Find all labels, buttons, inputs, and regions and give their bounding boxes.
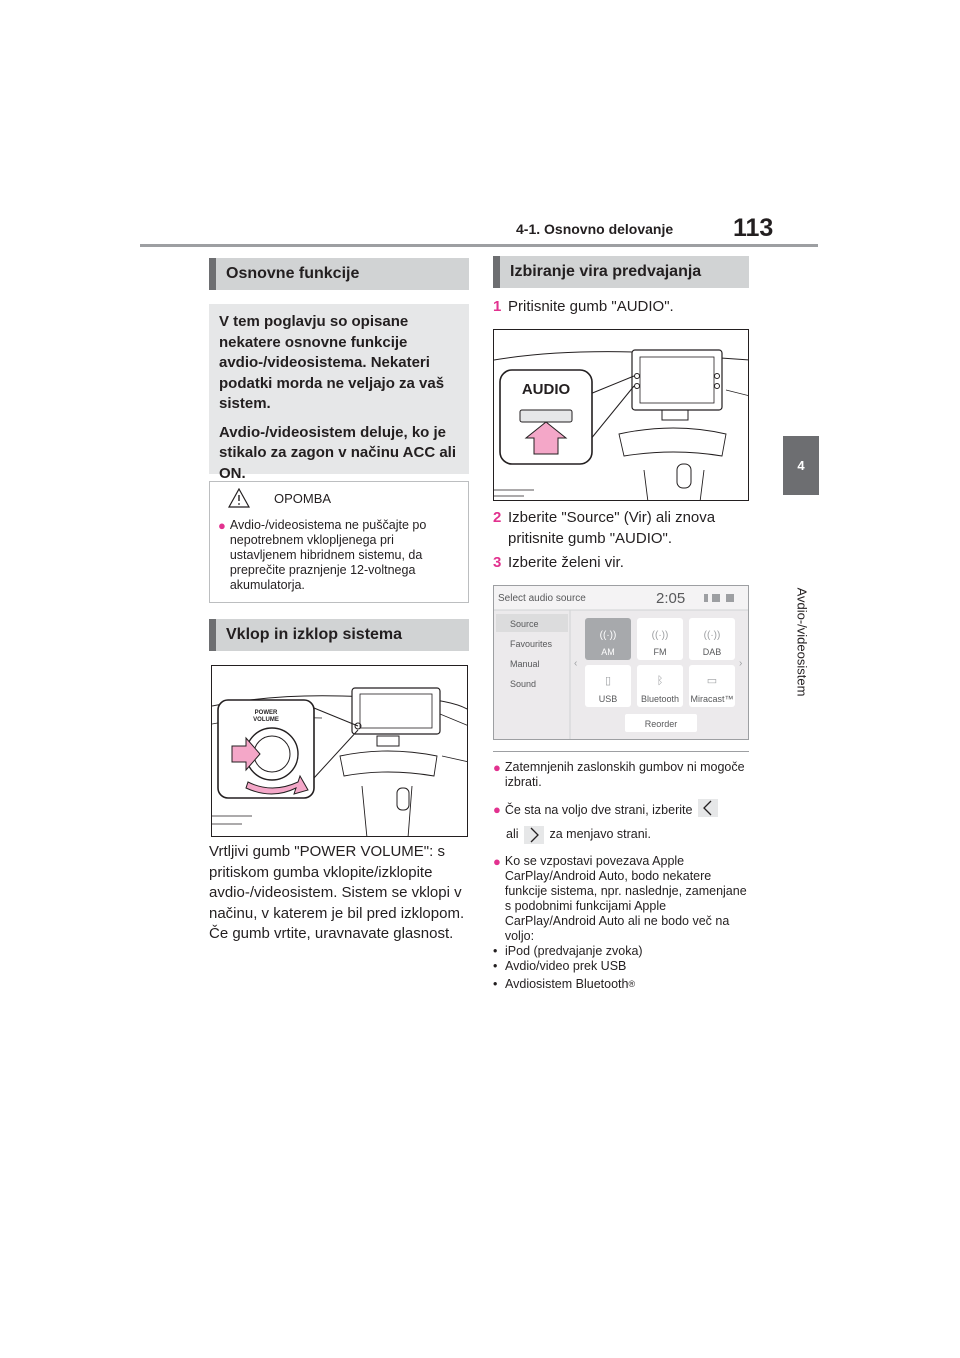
list-item-text: Avdio/video prek USB	[505, 959, 627, 973]
step-2	[493, 508, 749, 549]
bullet-icon: ●	[493, 802, 501, 817]
note-text: za menjavo strani.	[549, 827, 651, 841]
step-1	[493, 297, 749, 318]
power-volume-illustration	[211, 665, 468, 837]
step-number: 1	[493, 298, 502, 315]
menu-item-favourites[interactable]: Favourites	[510, 639, 553, 649]
menu-item-source[interactable]: Source	[510, 619, 539, 629]
svg-text:((·)): ((·))	[599, 630, 617, 641]
note-item	[493, 854, 751, 944]
svg-text:((·)): ((·))	[703, 630, 721, 641]
svg-text:▯: ▯	[604, 675, 612, 687]
list-item: • iPod (predvajanje zvoka)	[493, 944, 643, 958]
note-text: Avdio-/videosistema ne puščajte po nepotrebnem vklopljenega pri ustavljenem hibridnem sistemu, da preprečite praznjenje 12-voltnega akumulatorja.	[229, 518, 427, 592]
intro-box	[209, 304, 469, 482]
note-box	[209, 481, 469, 603]
step-number: 2	[493, 509, 502, 526]
section-title-power: Vklop in izklop sistema	[209, 619, 469, 651]
note-item	[493, 799, 751, 845]
screen-clock: 2:05	[656, 590, 686, 607]
chapter-tab: 4	[783, 436, 819, 495]
step-text: Pritisnite gumb "AUDIO".	[508, 298, 674, 315]
svg-text:›: ›	[739, 658, 743, 669]
intro-paragraph: Avdio-/videosistem deluje, ko je stikalo za zagon v načinu ACC ali ON.	[219, 423, 456, 482]
chapter-label: Avdio-/videosistem	[794, 587, 810, 697]
note-title: OPOMBA	[274, 490, 332, 506]
note-item	[218, 518, 460, 593]
warning-icon	[228, 488, 250, 508]
note-text: Če sta na voljo dve strani, izberite	[504, 803, 693, 817]
tile-dab[interactable]: DAB	[702, 647, 722, 657]
bullet-icon: ●	[493, 854, 501, 869]
note-header	[218, 488, 460, 508]
divider	[493, 751, 749, 752]
step-text: Izberite želeni vir.	[508, 554, 624, 571]
list-item-text: iPod (predvajanje zvoka)	[505, 944, 643, 958]
list-item: • Avdio/video prek USB	[493, 959, 627, 973]
svg-text:ᛒ: ᛒ	[656, 675, 664, 687]
section-title-basic-functions: Osnovne funkcije	[209, 258, 469, 290]
power-body-text: Vrtljivi gumb "POWER VOLUME": s pritiskom gumba vklopite/izklopite avdio-/videosistem. Sistem se vklopi v načinu, v katerem je bil pred izklopom. Če gumb vrtite, uravnavate glasnost.	[209, 843, 465, 942]
reorder-button[interactable]: Reorder	[644, 719, 678, 729]
chevron-right-icon	[524, 826, 544, 844]
menu-item-manual[interactable]: Manual	[510, 659, 540, 669]
section-title-source: Izbiranje vira predvajanja	[493, 256, 749, 288]
step-text: Izberite "Source" (Vir) ali znova pritisnite gumb "AUDIO".	[508, 509, 716, 547]
section-heading: 4-1. Osnovno delovanje	[516, 221, 674, 237]
audio-label: AUDIO	[521, 381, 571, 398]
source-screen-drawing	[494, 586, 749, 740]
step-number: 3	[493, 554, 502, 571]
note-line	[493, 823, 751, 845]
notes-list	[493, 760, 751, 992]
dashboard-drawing	[212, 666, 468, 837]
menu-item-sound[interactable]: Sound	[510, 679, 537, 689]
note-text: Ko se vzpostavi povezava Apple CarPlay/Android Auto, bodo nekatere funkcije sistema, npr. naslednje, zamenjane s podobnimi funkcijami Apple CarPlay/Android Auto ali ne bodo več na voljo:	[504, 854, 747, 943]
page-number: 113	[733, 214, 774, 242]
bullet-icon: ●	[218, 518, 226, 533]
knob-label: POWER	[254, 710, 278, 716]
tile-bluetooth[interactable]: Bluetooth	[640, 694, 680, 704]
intro-paragraph: V tem poglavju so opisane nekatere osnovne funkcije avdio-/videosistema. Nekateri podatki morda ne veljajo za vaš sistem.	[219, 313, 445, 412]
tile-am[interactable]: AM	[601, 647, 615, 657]
screen-title: Select audio source	[498, 593, 586, 604]
knob-label: VOLUME	[253, 717, 279, 723]
svg-text:‹: ‹	[574, 658, 578, 669]
chevron-left-icon	[698, 799, 718, 817]
source-screen	[493, 585, 749, 740]
note-item	[493, 760, 751, 790]
list-item: • Avdiosistem Bluetooth ®	[493, 977, 636, 991]
note-text: Zatemnjenih zaslonskih gumbov ni mogoče izbrati.	[504, 760, 745, 789]
note-text: ali	[506, 827, 519, 841]
tile-miracast[interactable]: Miracast™	[690, 694, 734, 704]
list-item-text: Avdiosistem Bluetooth	[505, 977, 629, 991]
dashboard-drawing	[494, 330, 749, 501]
tile-usb[interactable]: USB	[598, 694, 618, 704]
header-rule	[140, 244, 818, 247]
svg-text:▭: ▭	[706, 675, 718, 687]
svg-text:((·)): ((·))	[651, 630, 669, 641]
bullet-icon: ●	[493, 760, 501, 775]
registered-mark: ®	[628, 979, 636, 989]
audio-button-illustration	[493, 329, 749, 501]
tile-fm[interactable]: FM	[653, 647, 667, 657]
step-3	[493, 553, 749, 574]
